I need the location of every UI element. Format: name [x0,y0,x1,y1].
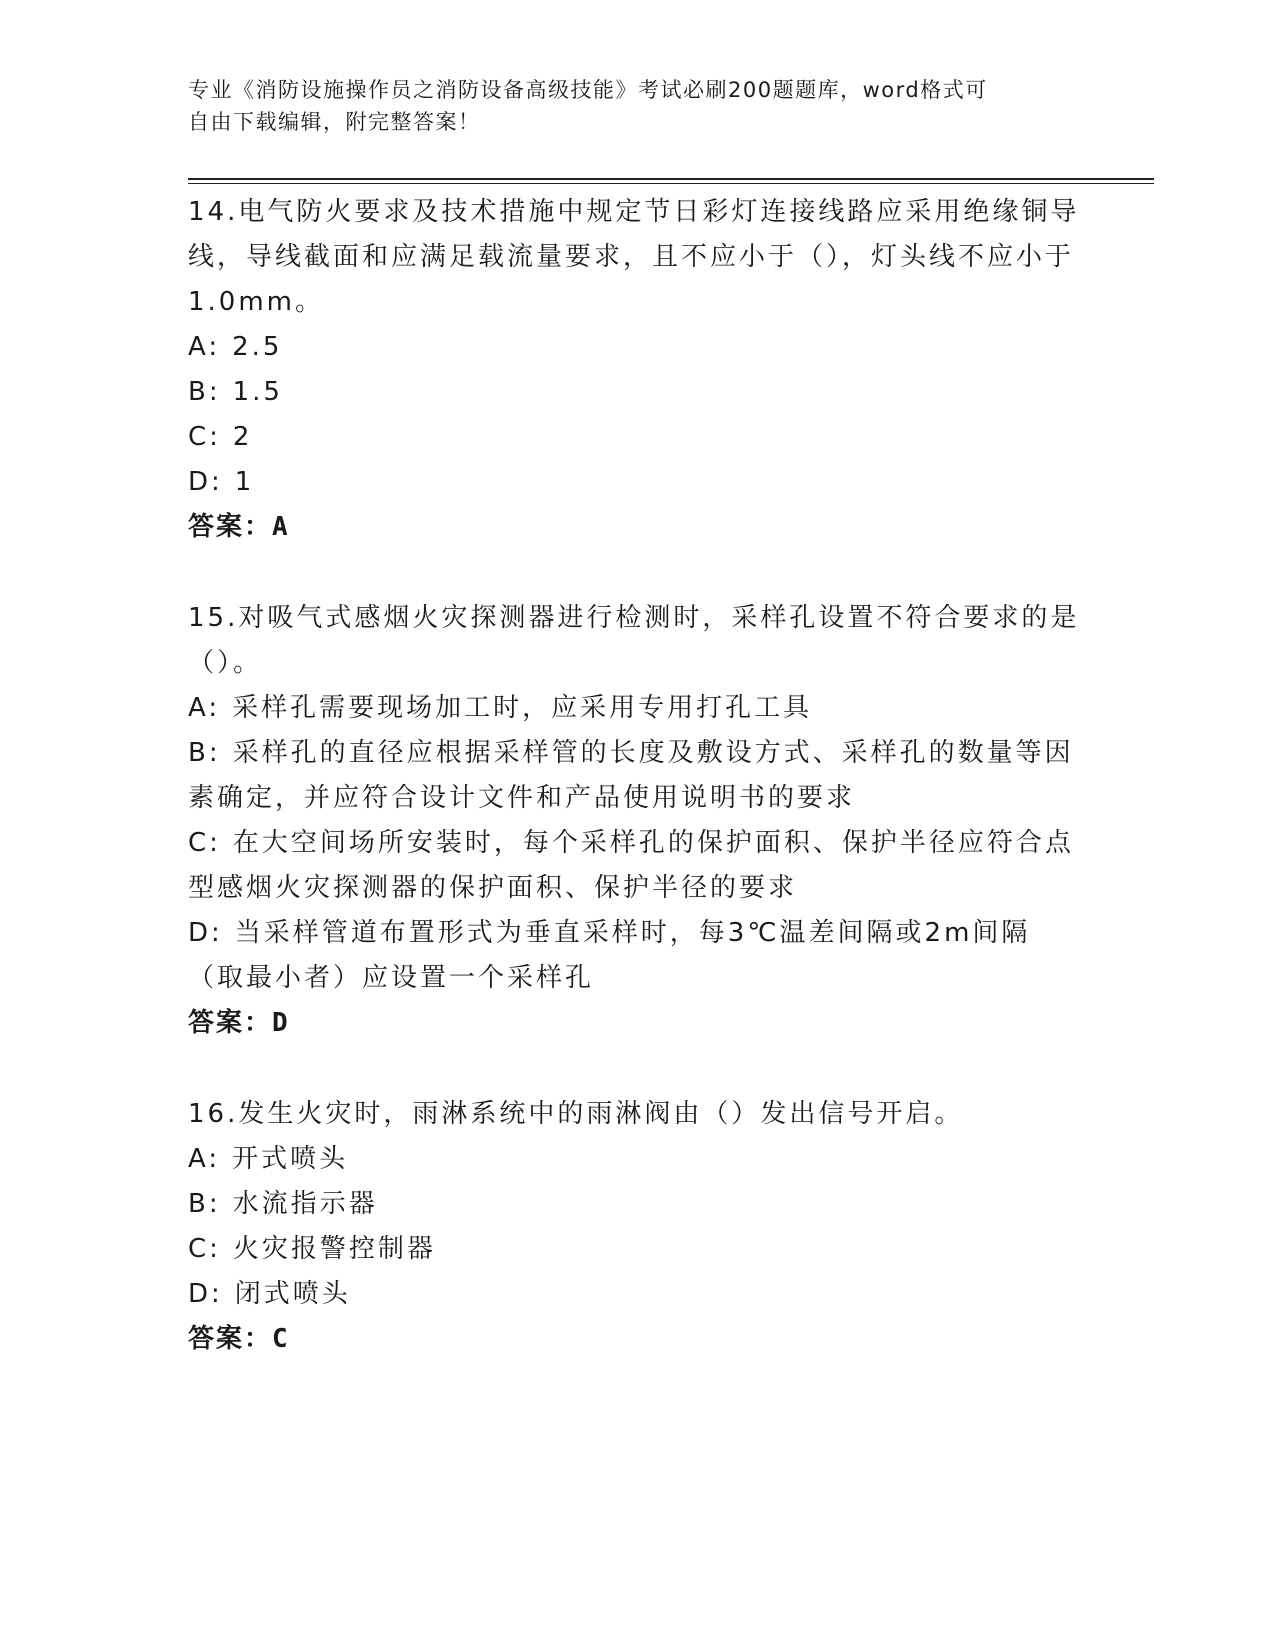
header-line-2: 自由下载编辑，附完整答案！ [188,110,481,134]
option-text: 火灾报警控制器 [232,1234,436,1264]
option-b [188,1182,1088,1227]
option-letter: D: [188,467,223,497]
option-text: 采样孔的直径应根据采样管的长度及敷设方式、采样孔的数量等因素确定，并应符合设计文件和产品使用说明书的要求 [188,738,1074,813]
answer-line [188,505,1088,550]
option-d [188,460,1088,505]
option-letter: B: [188,377,221,407]
option-letter: C: [188,422,221,452]
option-b [188,370,1088,415]
option-text: 闭式喷头 [234,1279,351,1309]
option-letter: B: [188,738,221,768]
header-divider-thin [188,183,1154,184]
document-header [188,74,1068,138]
answer-value: D [272,1008,290,1038]
question-14 [188,190,1088,550]
option-text: 在大空间场所安装时，每个采样孔的保护面积、保护半径应符合点型感烟火灾探测器的保护面积、保护半径的要求 [188,828,1074,903]
question-list [188,190,1088,1408]
option-text: 水流指示器 [232,1189,378,1219]
option-letter: A: [188,693,221,723]
option-letter: D: [188,1279,223,1309]
header-divider-thick [188,178,1154,180]
option-letter: B: [188,1189,221,1219]
option-text: 开式喷头 [232,1144,349,1174]
option-b [188,731,1088,821]
answer-value: A [272,512,290,542]
option-letter: A: [188,332,221,362]
option-letter: A: [188,1144,221,1174]
option-text: 1 [234,467,255,497]
option-text: 2.5 [232,332,283,362]
answer-label: 答案： [188,1324,273,1354]
option-d [188,911,1088,1001]
option-letter: C: [188,828,221,858]
option-c [188,821,1088,911]
answer-label: 答案： [188,1008,273,1038]
question-16 [188,1092,1088,1362]
option-d [188,1272,1088,1317]
option-a [188,1137,1088,1182]
question-stem: 15.对吸气式感烟火灾探测器进行检测时，采样孔设置不符合要求的是（）。 [188,603,1080,678]
option-letter: C: [188,1234,221,1264]
question-15 [188,596,1088,1046]
option-text: 采样孔需要现场加工时，应采用专用打孔工具 [232,693,813,723]
option-letter: D: [188,918,223,948]
answer-label: 答案： [188,512,273,542]
option-text: 1.5 [232,377,283,407]
option-c [188,415,1088,460]
header-line-1: 专业《消防设施操作员之消防设备高级技能》考试必刷200题题库，word格式可 [188,78,988,102]
option-c [188,1227,1088,1272]
answer-line [188,1317,1088,1362]
option-text: 2 [232,422,253,452]
question-stem: 14.电气防火要求及技术措施中规定节日彩灯连接线路应采用绝缘铜导线，导线截面和应满足载流量要求，且不应小于（），灯头线不应小于1.0mm。 [188,197,1080,317]
question-stem: 16.发生火灾时，雨淋系统中的雨淋阀由（）发出信号开启。 [188,1099,964,1129]
option-a [188,325,1088,370]
option-a [188,686,1088,731]
answer-value: C [272,1324,290,1354]
option-text: 当采样管道布置形式为垂直采样时，每3℃温差间隔或2m间隔（取最小者）应设置一个采样孔 [188,918,1031,993]
answer-line [188,1001,1088,1046]
